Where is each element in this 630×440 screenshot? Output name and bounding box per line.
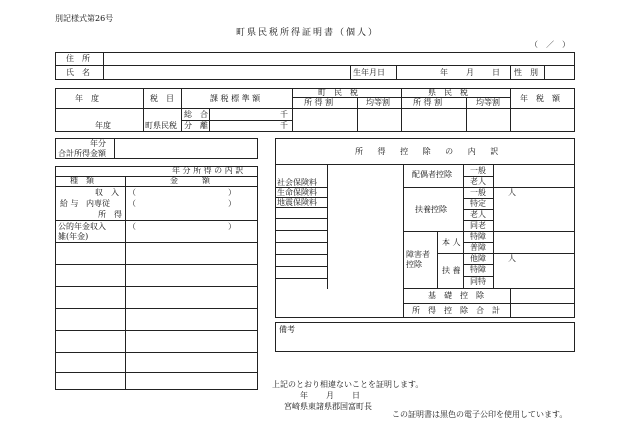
paren-open-2: （ bbox=[128, 199, 136, 208]
spouse-elderly: 老人 bbox=[470, 177, 486, 186]
dependents-general: 一般 bbox=[470, 188, 486, 197]
page-title: 町県民税所得証明書（個人） bbox=[236, 28, 380, 38]
date-month: 月 bbox=[326, 391, 334, 400]
spouse-deduction-label: 配偶者控除 bbox=[412, 170, 452, 179]
misc-pension-label: 雑(年金) bbox=[58, 232, 89, 241]
dependents-elderly: 老人 bbox=[470, 210, 486, 219]
self-special-disabled: 特障 bbox=[470, 232, 486, 241]
deductions-header: 所 得 控 除 の 内 訳 bbox=[355, 147, 505, 156]
salary-label: 給 与 bbox=[60, 199, 79, 208]
inner-self-label: 内専従 bbox=[86, 199, 110, 208]
town-per-capita: 均等割 bbox=[366, 98, 390, 107]
annual-tax-header: 年 税 額 bbox=[520, 94, 560, 103]
support-cohabit-special: 同特 bbox=[470, 277, 486, 286]
total-label: 総 合 bbox=[184, 110, 208, 119]
birth-day: 日 bbox=[492, 68, 500, 77]
tax-table bbox=[55, 88, 575, 132]
support-other-disabled: 他障 bbox=[470, 254, 486, 263]
support-special-disabled: 特障 bbox=[470, 265, 486, 274]
thousand-unit-2: 千 bbox=[280, 121, 288, 130]
date-year: 年 bbox=[300, 391, 308, 400]
form-number: 別記様式第26号 bbox=[55, 14, 114, 23]
paren-close-2: ） bbox=[228, 199, 236, 208]
dependents-cohabit-elderly: 同老 bbox=[470, 221, 486, 230]
person-unit: 人 bbox=[508, 188, 516, 197]
pref-income-levy: 所 得 割 bbox=[413, 98, 443, 107]
deduction-total-label: 所 得 控 除 合 計 bbox=[412, 306, 500, 315]
income-breakdown-header: 年 分 所 得 の 内 訳 bbox=[172, 166, 244, 175]
remarks-box bbox=[275, 322, 575, 352]
social-insurance-label: 社会保険料 bbox=[277, 178, 317, 187]
name-label: 氏 名 bbox=[66, 68, 90, 77]
paren-close-3: ） bbox=[228, 222, 236, 231]
separate-label: 分 離 bbox=[184, 121, 208, 130]
gender-label: 性 別 bbox=[514, 68, 538, 77]
pref-per-capita: 均等割 bbox=[476, 98, 500, 107]
paren-open-3: （ bbox=[128, 222, 136, 231]
year-cell: 年度 bbox=[95, 121, 111, 130]
disabled-support: 扶 養 bbox=[442, 266, 461, 275]
paren-close-1: ） bbox=[228, 188, 236, 197]
fiscal-year-header: 年 度 bbox=[75, 94, 99, 103]
disabled-self: 本 人 bbox=[442, 238, 461, 247]
birth-date-label: 生年月日 bbox=[353, 68, 385, 77]
town-income-levy: 所 得 割 bbox=[304, 98, 334, 107]
kind-header: 種 類 bbox=[70, 176, 94, 185]
amount-header: 金 額 bbox=[170, 176, 210, 185]
disabled-deduction-label: 障害者控除 bbox=[406, 250, 430, 269]
birth-month: 月 bbox=[466, 68, 474, 77]
dependents-specific: 特定 bbox=[470, 199, 486, 208]
town-tax-header: 町 民 税 bbox=[318, 88, 358, 97]
remarks-label: 備考 bbox=[279, 325, 295, 334]
birth-year: 年 bbox=[440, 68, 448, 77]
deductions-table bbox=[275, 138, 575, 318]
earthquake-insurance-label: 地震保険料 bbox=[277, 198, 317, 207]
thousand-unit-1: 千 bbox=[280, 110, 288, 119]
certify-text: 上記のとおり相違ないことを証明します。 bbox=[272, 380, 424, 389]
town-pref-tax-cell: 町県民税 bbox=[145, 121, 177, 130]
pension-label: 公的年金収入 bbox=[58, 222, 106, 231]
person-unit-2: 人 bbox=[508, 254, 516, 263]
spouse-general: 一般 bbox=[470, 166, 486, 175]
taxable-standard-header: 課 税 標 準 額 bbox=[210, 94, 261, 103]
salary-income-label: 収 入 bbox=[95, 188, 119, 197]
pref-tax-header: 県 民 税 bbox=[428, 88, 468, 97]
basic-deduction-label: 基 礎 控 除 bbox=[428, 291, 484, 300]
tax-item-header: 税 目 bbox=[150, 94, 174, 103]
life-insurance-label: 生命保険料 bbox=[277, 188, 317, 197]
date-day: 日 bbox=[352, 391, 360, 400]
issuer: 宮崎県東諸県郡国富町長 bbox=[284, 402, 372, 411]
page-counter: （ ／ ） bbox=[530, 40, 570, 49]
paren-open-1: （ bbox=[128, 188, 136, 197]
salary-income-sub: 所 得 bbox=[98, 210, 122, 219]
year-total-label-1: 年分 bbox=[90, 139, 106, 148]
address-label: 住 所 bbox=[66, 54, 90, 63]
year-total-label-2: 合計所得金額 bbox=[58, 149, 106, 158]
footnote: この証明書は黒色の電子公印を使用しています。 bbox=[392, 410, 568, 419]
dependents-deduction-label: 扶養控除 bbox=[415, 205, 447, 214]
self-general-disabled: 普障 bbox=[470, 243, 486, 252]
